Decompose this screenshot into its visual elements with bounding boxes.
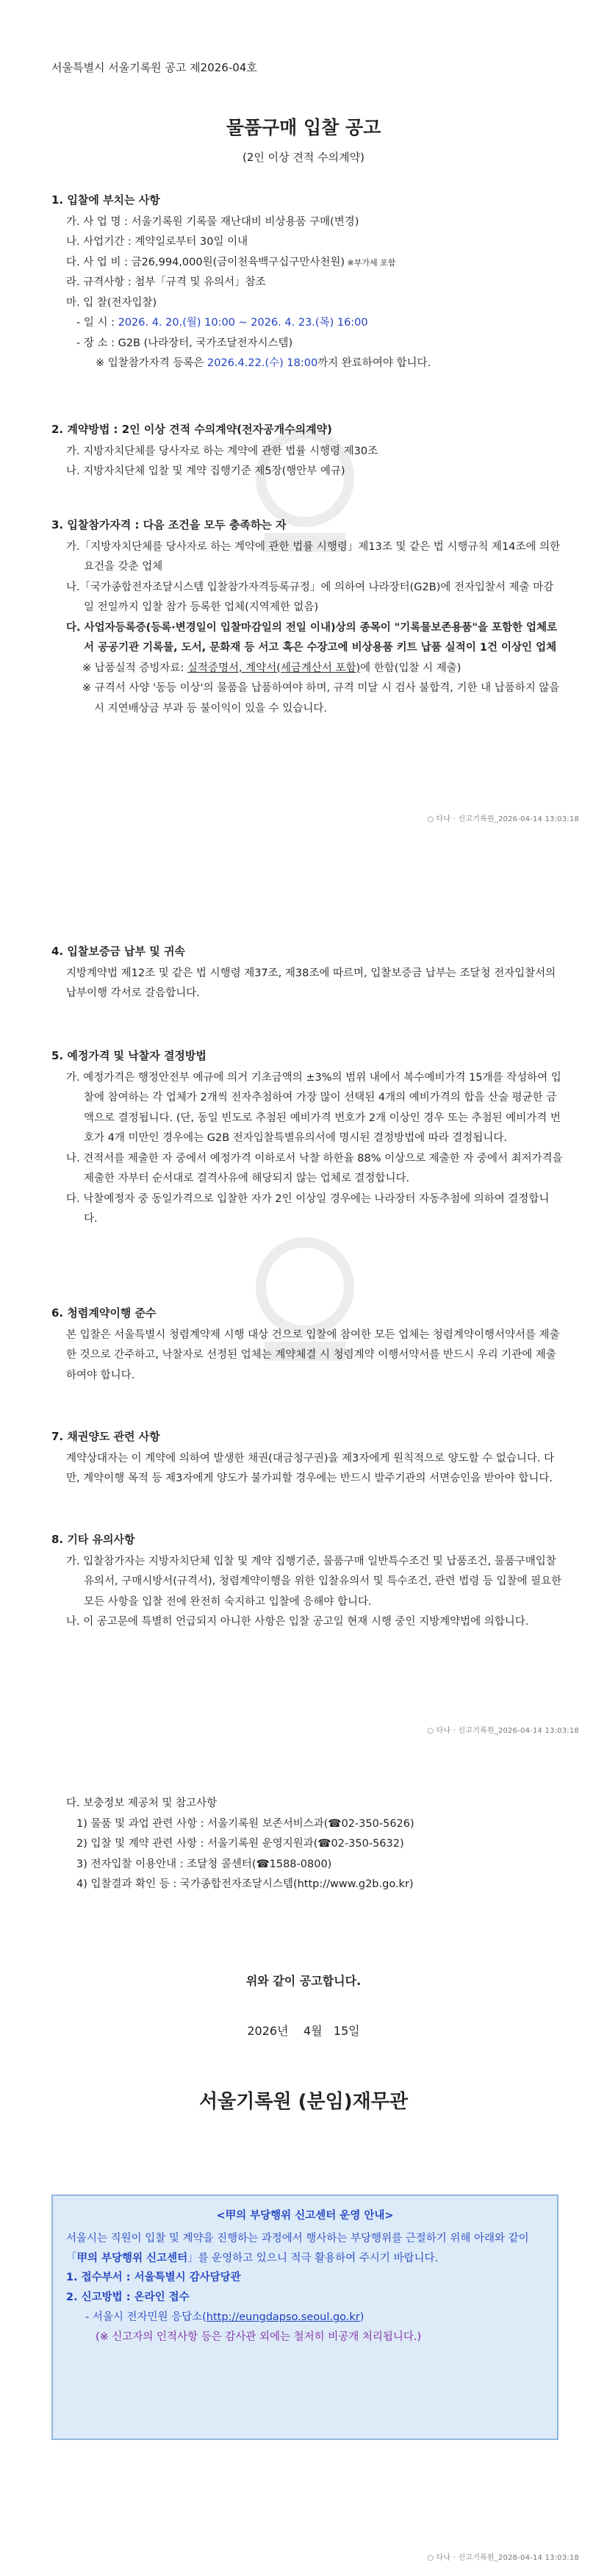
bid-place (51, 334, 563, 354)
section-3-note-1 (51, 659, 563, 679)
online-channel-label: - 서울시 전자민원 응답소( (85, 2311, 206, 2324)
section-5-item-na: 나. 견적서를 제출한 자 중에서 예정가격 이하로서 낙찰 하한율 88% 이상으로 제출한 자 중에서 최저가격을 제출한 자부터 순서대로 결격사유에 해당되지 않는 업체로 결정합니다. (66, 1152, 563, 1185)
closing-statement: 위와 같이 공고합니다. (245, 1974, 362, 1988)
vat-note: ※부가세 포함 (345, 257, 396, 268)
section-5-item-da: 다. 낙찰예정자 중 동일가격으로 입찰한 자가 2인 이상일 경우에는 나라장터 자동추첨에 의하여 결정합니다. (66, 1192, 550, 1226)
registration-note (51, 354, 563, 374)
section-4 (51, 941, 563, 1004)
spec-reference: 라. 규격사항 : 첨부「규격 및 유의서」참조 (66, 276, 266, 289)
report-center-info-box (51, 2194, 558, 2440)
section-6 (51, 1303, 563, 1386)
section-5-title: 5. 예정가격 및 낙찰자 결정방법 (51, 1049, 206, 1062)
eungdapso-link[interactable]: http://eungdapso.seoul.go.kr (206, 2311, 360, 2324)
bid-date (51, 313, 563, 334)
bid-method: 마. 입 찰(전자입찰) (66, 296, 157, 309)
contact-item: 4) 입찰결과 확인 등 : 국가종합전자조달시스템(http://www.g2b.go.kr) (76, 1878, 414, 1891)
section-7 (51, 1426, 563, 1489)
section-4-title: 4. 입찰보증금 납부 및 귀속 (51, 945, 185, 958)
project-period: 나. 사업기간 : 계약일로부터 30일 이내 (66, 236, 248, 248)
registration-note-prefix: ※ 입찰참가자격 등록은 (96, 357, 208, 370)
section-8-continued (51, 1794, 563, 1895)
section-4-body: 지방계약법 제12조 및 같은 법 시행령 제37조, 제38조에 따르며, 입찰보증금 납부는 조달청 전자입찰서의 납부이행 각서로 갈음합니다. (66, 967, 556, 1000)
section-7-body: 계약상대자는 이 계약에 의하여 발생한 채권(대금청구권)을 제3자에게 원칙적으로 양도할 수 없습니다. 다만, 계약이행 목적 등 제3자에게 양도가 불가피할 경우에는 반드시 발주기관의 서면승인을 받아야 합니다. (66, 1452, 555, 1485)
section-5-item-ga: 가. 예정가격은 행정안전부 예규에 의거 기초금액의 ±3%의 범위 내에서 복수예비가격 15개를 작성하여 입찰에 참여하는 각 업체가 2개씩 전자추첨하여 가장 많이 선택된 4개의 예비가격의 합을 산술 평균한 금액으로 결정됩니다. (단, 동일 빈도로 추첨된 예비가격 번호가 2개 이상인 경우 또는 추첨된 예비가격 번호가 4개 미만인 경우에는 G2B 전자입찰특별유의서에 명시된 결정방법에 따라 결정됩니다. (66, 1071, 561, 1145)
registration-note-suffix: 까지 완료하여야 합니다. (317, 357, 431, 370)
project-budget (51, 253, 563, 273)
section-8 (51, 1529, 563, 1633)
contact-item: 2) 입찰 및 계약 관련 사항 : 서울기록원 운영지원과(☎02-350-5632) (76, 1838, 404, 1850)
registration-deadline: 2026.4.22.(수) 18:00 (207, 357, 318, 370)
privacy-note: (※ 신고자의 인적사항 등은 감사관 외에는 철저히 비공개 처리됩니다.) (96, 2330, 422, 2343)
report-center-title: <甲의 부당행위 신고센터 운영 안내> (216, 2210, 394, 2222)
section-3-item-da: 다. 사업자등록증(등록·변경일이 입찰마감일의 전일 이내)상의 종목이 "기록물보존용품"을 포함한 업체로서 공공기관 기록물, 도서, 문화재 등 서고 혹은 수장고에 비상용품 키트 납품 실적이 1건 이상인 업체 (66, 621, 558, 654)
section-5 (51, 1045, 563, 1230)
note-1-docs: 실적증명서, 계약서(세금계산서 포함) (187, 662, 361, 674)
intro-prefix: 서울시는 직원이 입찰 및 계약을 진행하는 과정에서 행사하는 부당행위를 근절하기 위해 아래와 같이 「 (66, 2232, 529, 2264)
bid-place-value: G2B (나라장터, 국가조달전자시스템) (118, 337, 293, 349)
report-dept: 1. 접수부서 : 서울특별시 감사담당관 (66, 2272, 241, 2284)
document-subtitle: (2인 이상 견적 수의계약) (243, 151, 364, 164)
section-2-item-na: 나. 지방자치단체 입찰 및 계약 집행기준 제5장(행안부 예규) (66, 465, 345, 478)
section-3-note-2: ※ 규격서 사양 '동등 이상'의 물품을 납품하여야 하며, 규격 미달 시 검사 불합격, 기한 내 납품하지 않을 시 지연배상금 부과 등 불이익이 있을 수 있습니다. (82, 682, 560, 715)
page-2 (0, 838, 607, 1750)
section-6-body: 본 입찰은 서울특별시 청렴계약제 시행 대상 건으로 입찰에 참여한 모든 업체는 청렴계약이행서약서를 제출한 것으로 간주하고, 낙찰자로 선정된 업체는 계약체결 시 청렴계약 이행서약서를 반드시 우리 기관에 제출하여야 합니다. (66, 1328, 560, 1381)
contact-item: 3) 전자입찰 이용안내 : 조달청 콜센터(☎1588-0800) (76, 1858, 332, 1870)
section-3 (51, 515, 563, 719)
section-3-item-na: 나.「국가종합전자조달시스템 입찰참가자격등록규정」에 의하여 나라장터(G2B)에 전자입찰서 제출 마감일 전일까지 입찰 참가 등록한 업체(지역제한 없음) (66, 581, 554, 614)
page-footer: ○ 다나 · 신고기록원_2026-04-14 13:03:18 (427, 2554, 579, 2562)
page-footer: ○ 다나 · 신고기록원_2026-04-14 13:03:18 (427, 1727, 579, 1735)
page-3 (0, 1750, 607, 2576)
bid-date-value: 2026. 4. 20.(월) 10:00 ~ 2026. 4. 23.(목) 16:00 (118, 317, 368, 329)
project-name: 가. 사 업 명 : 서울기록원 기록물 재난대비 비상용품 구매(변경) (66, 215, 359, 228)
budget-value: 다. 사 업 비 : 금26,994,000원(금이천육백구십구만사천원) (66, 256, 345, 268)
section-2 (51, 419, 563, 482)
section-3-title: 3. 입찰참가자격 : 다음 조건을 모두 충족하는 자 (51, 518, 287, 532)
note-1-suffix: 에 한함(입찰 시 제출) (360, 662, 461, 674)
section-3-item-ga: 가.「지방자치단체를 당사자로 하는 계약에 관한 법률 시행령」제13조 및 같은 법 시행규칙 제14조에 의한 요건을 갖춘 업체 (66, 540, 561, 573)
intro-suffix: 」를 운영하고 있으니 적극 활용하여 주시기 바랍니다. (187, 2252, 439, 2264)
section-7-title: 7. 채권양도 관련 사항 (51, 1430, 160, 1443)
page-footer: ○ 다나 · 신고기록원_2026-04-14 13:03:18 (427, 815, 579, 823)
section-1-title: 1. 입찰에 부치는 사항 (51, 193, 160, 207)
report-center-intro (66, 2229, 544, 2269)
report-method: 2. 신고방법 : 온라인 접수 (66, 2291, 190, 2304)
section-2-title: 2. 계약방법 : 2인 이상 견적 수의계약(전자공개수의계약) (51, 423, 332, 436)
bid-place-label: - 장 소 : (76, 337, 118, 349)
note-1-prefix: ※ 납품실적 증빙자료: (82, 662, 187, 674)
contact-item: 1) 물품 및 과업 관련 사항 : 서울기록원 보존서비스과(☎02-350-5626) (76, 1817, 414, 1830)
page-1 (0, 0, 607, 838)
section-2-item-ga: 가. 지방자치단체를 당사자로 하는 계약에 관한 법률 시행령 제30조 (66, 445, 378, 457)
online-channel (66, 2308, 544, 2328)
online-channel-close: ) (359, 2311, 364, 2324)
notice-date: 2026년 4월 15일 (247, 2024, 360, 2038)
intro-center-name: 甲의 부당행위 신고센터 (76, 2252, 188, 2264)
section-8-item-da: 다. 보충정보 제공처 및 참고사항 (66, 1797, 218, 1809)
bid-date-label: - 일 시 : (76, 317, 118, 329)
document-title: 물품구매 입찰 공고 (226, 117, 381, 138)
notice-number: 서울특별시 서울기록원 공고 제2026-04호 (51, 61, 257, 74)
signer-title: 서울기록원 (분임)재무관 (199, 2091, 408, 2113)
section-8-title: 8. 기타 유의사항 (51, 1533, 135, 1546)
section-8-item-ga: 가. 입찰참가자는 지방자치단체 입찰 및 계약 집행기준, 물품구매 일반특수조건 및 납품조건, 물품구매입찰유의서, 구매시방서(규격서), 청렴계약이행을 위한 입찰유의서 및 특수조건, 관련 법령 등 입찰에 필요한 모든 사항을 입찰 전에 완전히 숙지하고 입찰에 응해야 합니다. (66, 1555, 562, 1608)
section-6-title: 6. 청렴계약이행 준수 (51, 1306, 157, 1320)
section-1 (51, 190, 563, 374)
section-8-item-na: 나. 이 공고문에 특별히 언급되지 아니한 사항은 입찰 공고일 현재 시행 중인 지방계약법에 의합니다. (66, 1616, 529, 1628)
